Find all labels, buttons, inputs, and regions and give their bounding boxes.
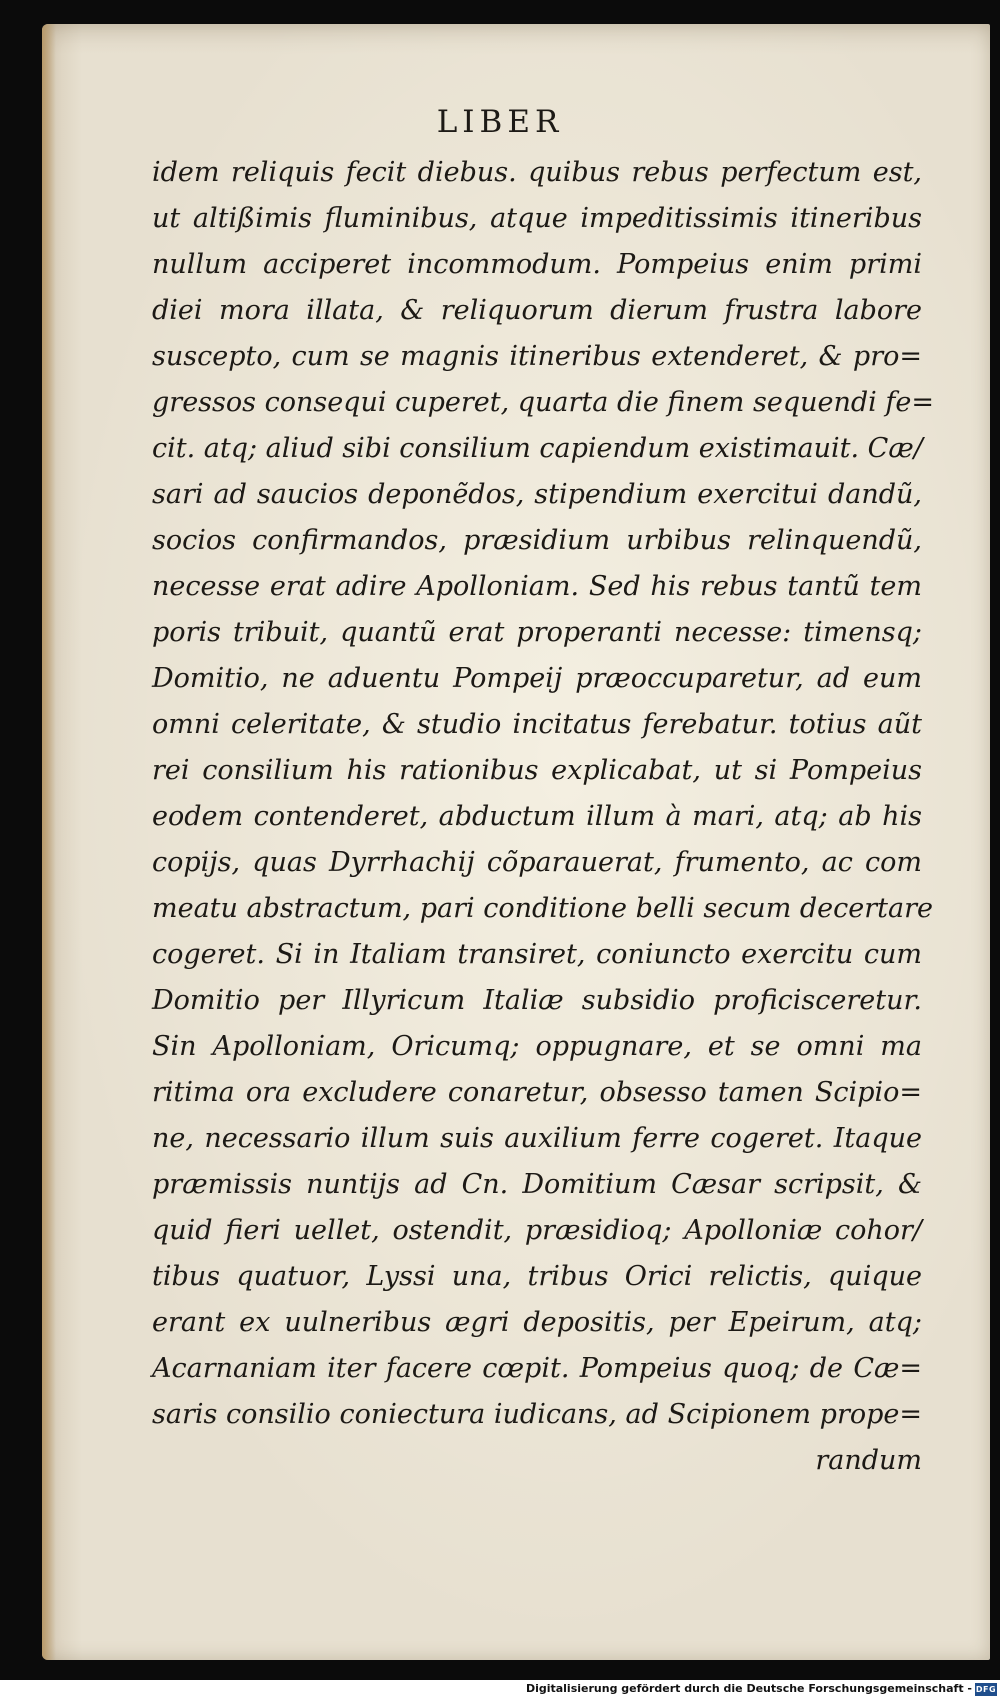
text-line: Domitio, ne aduentu Pompeij præoccuparetur, ad eum	[152, 663, 922, 694]
text-line: diei mora illata, & reliquorum dierum frustra labore	[152, 295, 922, 326]
text-line: Sin Apolloniam, Oricumq; oppugnare, et se omni ma	[152, 1031, 922, 1062]
text-line: saris consilio coniectura iudicans, ad Scipionem prope=	[152, 1399, 922, 1430]
text-line: ritima ora excludere conaretur, obsesso tamen Scipio=	[152, 1077, 922, 1108]
text-line: eodem contenderet, abductum illum à mari, atq; ab his	[152, 801, 922, 832]
text-line: suscepto, cum se magnis itineribus extenderet, & pro=	[152, 341, 922, 372]
text-line: tibus quatuor, Lyssi una, tribus Orici relictis, quique	[152, 1261, 922, 1292]
text-line: socios confirmandos, præsidium urbibus relinquendũ,	[152, 525, 922, 556]
text-line: nullum acciperet incommodum. Pompeius enim primi	[152, 249, 922, 280]
text-line: cit. atq; aliud sibi consilium capiendum existimauit. Cæ/	[152, 433, 923, 464]
text-line: necesse erat adire Apolloniam. Sed his rebus tantũ tem	[152, 571, 922, 602]
text-line: præmissis nuntijs ad Cn. Domitium Cæsar scripsit, &	[152, 1169, 922, 1200]
text-line: ne, necessario illum suis auxilium ferre cogeret. Itaque	[152, 1123, 922, 1154]
text-line: ut altißimis fluminibus, atque impeditissimis itineribus	[152, 203, 922, 234]
text-line: erant ex uulneribus ægri depositis, per Epeirum, atq;	[152, 1307, 922, 1338]
body-text	[152, 150, 934, 1484]
text-line: quid fieri uellet, ostendit, præsidioq; Apolloniæ cohor/	[152, 1215, 922, 1246]
text-line: idem reliquis fecit diebus. quibus rebus perfectum est,	[152, 157, 922, 188]
text-line: Domitio per Illyricum Italiæ subsidio proficisceretur.	[152, 985, 922, 1016]
text-line: meatu abstractum, pari conditione belli secum decertare	[152, 893, 933, 924]
running-head: LIBER	[436, 104, 564, 140]
text-line: omni celeritate, & studio incitatus ferebatur. totius aũt	[152, 709, 922, 740]
text-line: poris tribuit, quantũ erat properanti necesse: timensq;	[152, 617, 922, 648]
text-line: rei consilium his rationibus explicabat, ut si Pompeius	[152, 755, 922, 786]
catchword: randum	[815, 1445, 922, 1476]
text-line: gressos consequi cuperet, quarta die finem sequendi fe=	[152, 387, 934, 418]
funding-credit: Digitalisierung gefördert durch die Deutsche Forschungsgemeinschaft -	[525, 1682, 972, 1695]
text-line: copijs, quas Dyrrhachij cõparauerat, frumento, ac com	[152, 847, 922, 878]
text-line: cogeret. Si in Italiam transiret, coniuncto exercitu cum	[152, 939, 922, 970]
page-edge-shadow	[42, 24, 56, 1660]
text-line: sari ad saucios deponẽdos, stipendium exercitui dandũ,	[152, 479, 922, 510]
footer-bar	[0, 1680, 1000, 1700]
dfg-logo-icon: DFG	[975, 1685, 997, 1694]
text-line: Acarnaniam iter facere cœpit. Pompeius quoq; de Cæ=	[152, 1353, 922, 1384]
